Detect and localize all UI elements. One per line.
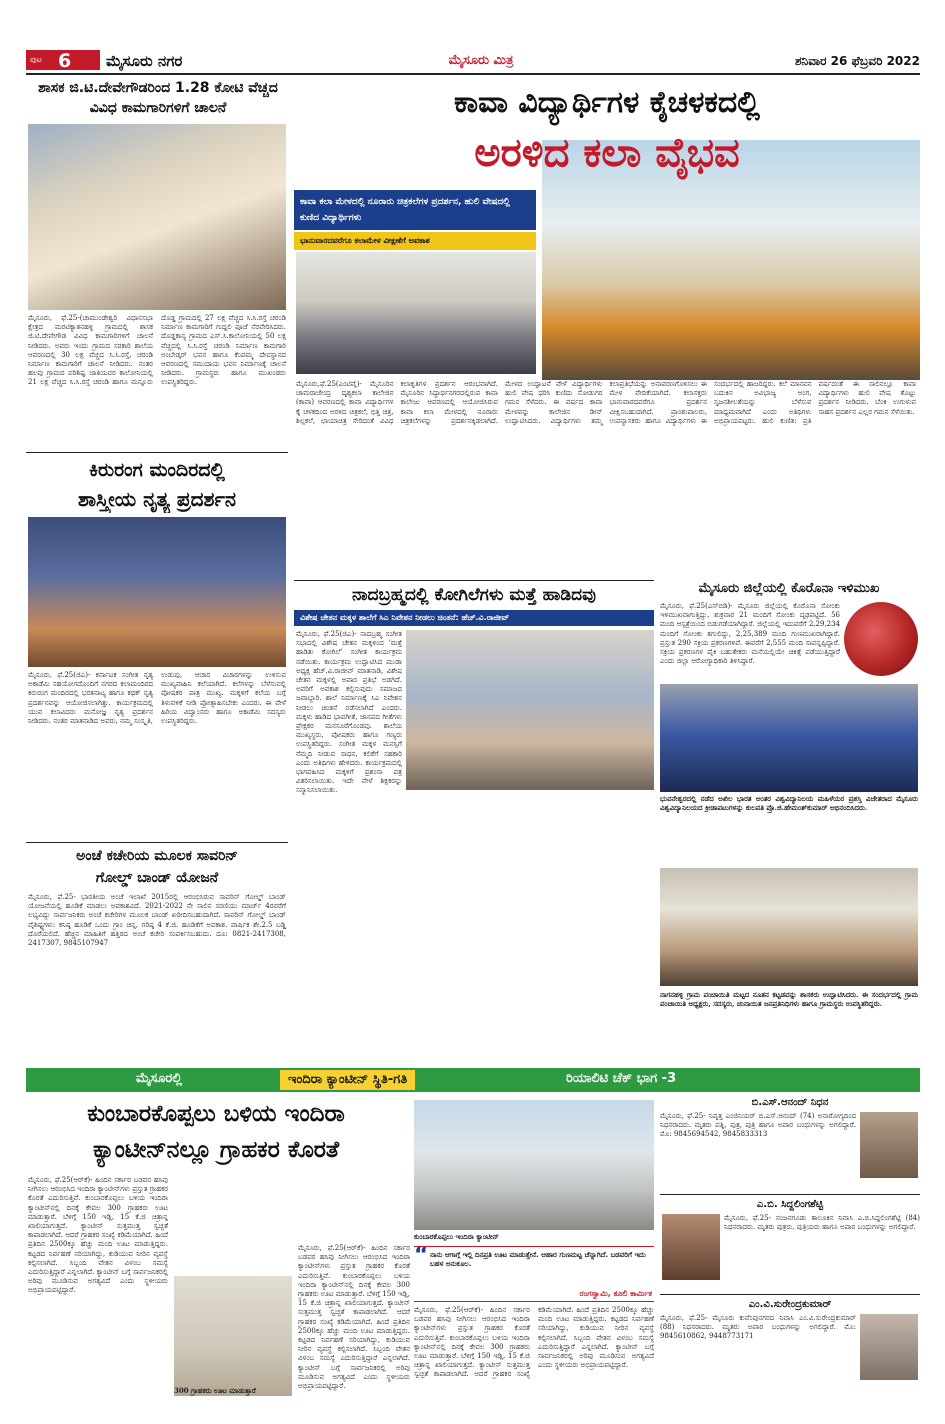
pull-quote: [414, 1246, 654, 1302]
story-subheadline: [294, 610, 654, 626]
story-headline: ಅಂಚೆ ಕಚೇರಿಯ ಮೂಲಕ ಸಾವರಿನ್: [76, 848, 238, 864]
series-banner: [26, 1068, 920, 1092]
page-word: ಪುಟ: [30, 55, 42, 64]
subheadline-text: ಕಾವಾ ಕಲಾ ಮೇಳದಲ್ಲಿ ನೂರಾರು ಚಿತ್ರಕಲೆಗಳ ಪ್ರದರ್ಶನ, ಹುಲಿ ವೇಷದಲ್ಲಿ ಕುಣಿದ ವಿದ್ಯಾರ್ಥಿಗಳು: [300, 197, 510, 223]
obituary-portrait: [860, 1112, 918, 1178]
banner-part-1: ಮೈಸೂರಲ್ಲಿ: [136, 1071, 183, 1086]
mla-ribbon-cutting-photo: [28, 124, 286, 310]
art-exhibition-photo: [296, 252, 536, 374]
lead-headline-2: ಅರಳಿದ ಕಲಾ ವೈಭವ: [474, 130, 740, 176]
obituary-body: ಮೈಸೂರು, ಫೆ.25- ನಿವೃತ್ತ ಎಂಜಿನಿಯರ್ ಬಿ.ಎಸ್.ಆನಂದ್ (74) ಅನಾರೋಗ್ಯದಿಂದ ನಿಧನರಾದರು. ಮೃತರು ಪತ್ನಿ, ಪುತ್ರ, ಪುತ್ರಿ ಹಾಗೂ ಅಪಾರ ಬಂಧುಗಳನ್ನು ಅಗಲಿದ್ದಾರೆ. ಮೊ: 9845694542, 9845833313: [660, 1112, 856, 1139]
story-dance-performance: [26, 455, 288, 840]
story-body: ಮೈಸೂರು, ಫೆ.25(ಎಸ್‌ಬಿಡಿ)- ಮೈಸೂರು ಜಿಲ್ಲೆಯಲ್ಲಿ ಕೊರೊನಾ ಸೋಂಕು ಇಳಿಮುಖವಾಗುತ್ತಿದ್ದು, ಶುಕ್ರವಾರ 21 ಮಂದಿಗೆ ಸೋಂಕು ದೃಢಪಟ್ಟಿದೆ. 56 ಮಂದಿ ಆಸ್ಪತ್ರೆಯಿಂದ ಬಿಡುಗಡೆಯಾಗಿದ್ದಾರೆ. ಜಿಲ್ಲೆಯಲ್ಲಿ ಇದುವರೆಗೆ 2,29,234 ಮಂದಿಗೆ ಸೋಂಕು ತಗುಲಿದ್ದು, 2,25,389 ಮಂದಿ ಗುಣಮುಖರಾಗಿದ್ದಾರೆ. ಪ್ರಸ್ತುತ 290 ಸಕ್ರಿಯ ಪ್ರಕರಣಗಳಿವೆ. ಈವರೆಗೆ 2,555 ಮಂದಿ ಸಾವನ್ನಪ್ಪಿದ್ದಾರೆ. ಸಕ್ರಿಯ ಪ್ರಕರಣಗಳ ಪೈಕಿ ಬಹುತೇಕರು ಮನೆಯಲ್ಲಿಯೇ ಚಿಕಿತ್ಸೆ ಪಡೆಯುತ್ತಿದ್ದಾರೆ ಎಂದು ಜಿಲ್ಲಾ ಆರೋಗ್ಯಾಧಿಕಾರಿ ತಿಳಿಸಿದ್ದಾರೆ.: [660, 602, 840, 666]
athletes-photo: [660, 684, 918, 792]
virus-illustration: [844, 602, 918, 676]
lead-subheadline: [294, 190, 536, 230]
issue-date: ಶನಿವಾರ 26 ಫೆಬ್ರವರಿ 2022: [794, 54, 920, 68]
story-headline: ಮೈಸೂರು ಜಿಲ್ಲೆಯಲ್ಲಿ ಕೊರೊನಾ ಇಳಿಮುಖ: [698, 581, 880, 596]
story-corona: [658, 578, 920, 866]
divider: [660, 1294, 920, 1295]
lead-subheadline-2: [294, 232, 536, 250]
quote-text: ನಾನು ಆಗಾಗ್ಗೆ ಇಲ್ಲಿ ದಿನಪ್ರತಿ ಊಟ ಮಾಡುತ್ತೇನೆ. ಆಹಾರ ಗುಣಮಟ್ಟ ಚೆನ್ನಾಗಿದೆ. ಬಡವರಿಗೆ ಇದು ಬಹಳ ಅನುಕೂಲ.: [430, 1251, 646, 1268]
story-headline: ಕುಂಬಾರಕೊಪ್ಪಲು ಬಳಿಯ ಇಂದಿರಾ: [87, 1101, 345, 1127]
divider: [660, 1194, 920, 1195]
header-rule: [26, 73, 920, 75]
story-headline-2: ಕ್ಯಾಂಟೀನ್‌ನಲ್ಲೂ ಗ್ರಾಹಕರ ಕೊರತೆ: [92, 1137, 340, 1163]
story-headline: ಶಾಸಕ ಜಿ.ಟಿ.ದೇವೇಗೌಡರಿಂದ 1.28 ಕೋಟಿ ವೆಚ್ಚದ ವಿವಿಧ ಕಾಮಗಾರಿಗಳಿಗೆ ಚಾಲನೆ: [38, 80, 278, 116]
story-gold-bond: [26, 845, 288, 1061]
switchboard-photo: [174, 1276, 292, 1396]
story-body: ಮೈಸೂರು, ಫೆ.25(ಜಿಎ)- ನಾದಬ್ರಹ್ಮ ಸಂಗೀತ ಸಭಾದಲ್ಲಿ ವಿಶೇಷ ಚೇತನ ಮಕ್ಕಳಿಂದ 'ಮತ್ತೆ ಹಾಡಿತು ಕೋಗಿಲೆ' ಸಂಗೀತ ಕಾರ್ಯಕ್ರಮ ನಡೆಯಿತು. ಕಾರ್ಯಕ್ರಮ ಉದ್ಘಾಟಿಸಿದ ಮುಡಾ ಅಧ್ಯಕ್ಷ ಹೆಚ್.ವಿ.ರಾಜೀವ್ ಮಾತನಾಡಿ, ವಿಶೇಷ ಚೇತನ ಮಕ್ಕಳಲ್ಲಿ ಅಪಾರ ಪ್ರತಿಭೆ ಅಡಗಿದೆ. ಅವರಿಗೆ ಅವಕಾಶ ಕಲ್ಪಿಸುವುದು ಸಮಾಜದ ಜವಾಬ್ದಾರಿ. ಶಾಲೆ ನಿರ್ಮಾಣಕ್ಕೆ ಸಿಎ ನಿವೇಶನ ನೀಡಲು ಚಿಂತನೆ ನಡೆಸಲಾಗಿದೆ ಎಂದರು. ಮಕ್ಕಳು ಹಾಡಿದ ಭಾವಗೀತೆ, ಜಾನಪದ ಗೀತೆಗಳು ಪ್ರೇಕ್ಷಕರ ಮನಸೂರೆಗೊಂಡವು. ಶಾಲೆಯ ಮುಖ್ಯಸ್ಥರು, ಪೋಷಕರು ಹಾಗೂ ಗಣ್ಯರು ಉಪಸ್ಥಿತರಿದ್ದರು. ಸಂಗೀತ ಮಕ್ಕಳ ಮನಸ್ಸಿಗೆ ನೆಮ್ಮದಿ ನೀಡುವ ಸಾಧನ, ಕಲಿಕೆಗೆ ಸಹಕಾರಿ ಎಂದು ಅತಿಥಿಗಳು ಹೇಳಿದರು. ಕಾರ್ಯಕ್ರಮದಲ್ಲಿ ಭಾಗವಹಿಸಿದ ಮಕ್ಕಳಿಗೆ ಪ್ರಶಂಸಾ ಪತ್ರ ವಿತರಿಸಲಾಯಿತು. ಇದೇ ವೇಳೆ ಶಿಕ್ಷಕರನ್ನು ಸನ್ಮಾನಿಸಲಾಯಿತು.: [296, 630, 402, 795]
banner-part-3: ರಿಯಾಲಿಟಿ ಚೆಕ್ ಭಾಗ -3: [566, 1071, 677, 1086]
story-nadabrahma: [294, 582, 654, 1062]
page-number: 6: [58, 50, 72, 70]
story-body-2: ಮೈಸೂರು, ಫೆ.25(ಆರ್‌ಕೆ)- ಹಿಂದಿನ ಸರ್ಕಾರ ಬಡವರ ಹಸಿವು ನೀಗಿಸಲು ಆರಂಭಿಸಿದ ಇಂದಿರಾ ಕ್ಯಾಂಟೀನ್‌ಗಳು ಪ್ರಸ್ತುತ ಗ್ರಾಹಕರ ಕೊರತೆ ಎದುರಿಸುತ್ತಿವೆ. ಕುಂಬಾರಕೊಪ್ಪಲು ಬಳಿಯ ಇಂದಿರಾ ಕ್ಯಾಂಟೀನ್‌ನಲ್ಲಿ ದಿನಕ್ಕೆ ಕೇವಲ 300 ಗ್ರಾಹಕರು ಊಟ ಮಾಡುತ್ತಾರೆ. ಬೆಳಿಗ್ಗೆ 150 ಇಡ್ಲಿ, 15 ಕೆ.ಜಿ ಚಿತ್ರಾನ್ನ ಖಾಲಿಯಾಗುತ್ತದೆ. ಕ್ಯಾಂಟೀನ್ ಸುತ್ತಮುತ್ತ ಸ್ವಚ್ಛತೆ ಕಾಪಾಡಲಾಗಿದೆ. ಆದರೆ ಗ್ರಾಹಕರ ಸಂಖ್ಯೆ ಕಡಿಮೆಯಾಗಿದೆ. ಹಿಂದೆ ಪ್ರತಿದಿನ 2500ಕ್ಕೂ ಹೆಚ್ಚು ಮಂದಿ ಊಟ ಮಾಡುತ್ತಿದ್ದರು. ಕಟ್ಟಡದ ನಿರ್ವಹಣೆ ಸರಿಯಾಗಿದ್ದು, ಕುಡಿಯುವ ನೀರಿನ ವ್ಯವಸ್ಥೆ ಕಲ್ಪಿಸಲಾಗಿದೆ. ಸಿಬ್ಬಂದಿ ವೇತನ ವಿಳಂಬ ಸಮಸ್ಯೆ ಎದುರಿಸುತ್ತಿದ್ದಾರೆ ಎನ್ನಲಾಗಿದೆ. ಕ್ಯಾಂಟೀನ್ ಬಗ್ಗೆ ಸಾರ್ವಜನಿಕರಲ್ಲಿ ಅರಿವು ಮೂಡಿಸುವ ಅಗತ್ಯವಿದೆ ಎಂದು ಸ್ಥಳೀಯರು ಅಭಿಪ್ರಾಯಪಟ್ಟಿದ್ದಾರೆ.: [298, 1244, 410, 1391]
story-body-3: ಮೈಸೂರು, ಫೆ.25(ಆರ್‌ಕೆ)- ಹಿಂದಿನ ಸರ್ಕಾರ ಬಡವರ ಹಸಿವು ನೀಗಿಸಲು ಆರಂಭಿಸಿದ ಇಂದಿರಾ ಕ್ಯಾಂಟೀನ್‌ಗಳು ಪ್ರಸ್ತುತ ಗ್ರಾಹಕರ ಕೊರತೆ ಎದುರಿಸುತ್ತಿವೆ. ಕುಂಬಾರಕೊಪ್ಪಲು ಬಳಿಯ ಇಂದಿರಾ ಕ್ಯಾಂಟೀನ್‌ನಲ್ಲಿ ದಿನಕ್ಕೆ ಕೇವಲ 300 ಗ್ರಾಹಕರು ಊಟ ಮಾಡುತ್ತಾರೆ. ಬೆಳಿಗ್ಗೆ 150 ಇಡ್ಲಿ, 15 ಕೆ.ಜಿ ಚಿತ್ರಾನ್ನ ಖಾಲಿಯಾಗುತ್ತದೆ. ಕ್ಯಾಂಟೀನ್ ಸುತ್ತಮುತ್ತ ಸ್ವಚ್ಛತೆ ಕಾಪಾಡಲಾಗಿದೆ. ಆದರೆ ಗ್ರಾಹಕರ ಸಂಖ್ಯೆ ಕಡಿಮೆಯಾಗಿದೆ. ಹಿಂದೆ ಪ್ರತಿದಿನ 2500ಕ್ಕೂ ಹೆಚ್ಚು ಮಂದಿ ಊಟ ಮಾಡುತ್ತಿದ್ದರು. ಕಟ್ಟಡದ ನಿರ್ವಹಣೆ ಸರಿಯಾಗಿದ್ದು, ಕುಡಿಯುವ ನೀರಿನ ವ್ಯವಸ್ಥೆ ಕಲ್ಪಿಸಲಾಗಿದೆ. ಸಿಬ್ಬಂದಿ ವೇತನ ವಿಳಂಬ ಸಮಸ್ಯೆ ಎದುರಿಸುತ್ತಿದ್ದಾರೆ ಎನ್ನಲಾಗಿದೆ. ಕ್ಯಾಂಟೀನ್ ಬಗ್ಗೆ ಸಾರ್ವಜನಿಕರಲ್ಲಿ ಅರಿವು ಮೂಡಿಸುವ ಅಗತ್ಯವಿದೆ ಎಂದು ಸ್ಥಳೀಯರು ಅಭಿಪ್ರಾಯಪಟ್ಟಿದ್ದಾರೆ.: [414, 1306, 654, 1379]
divider: [294, 580, 654, 581]
story-mla-works: [26, 78, 288, 450]
story-headline: ನಾದಬ್ರಹ್ಮದಲ್ಲಿ ಕೋಗಿಲೆಗಳು ಮತ್ತೆ ಹಾಡಿದವು: [352, 585, 596, 605]
story-body: ಮೈಸೂರು, ಫೆ.25-(ಚಾಮುಂಡೇಶ್ವರಿ ವಿಧಾನಸಭಾ ಕ್ಷೇತ್ರದ ಮರಟಿಕ್ಯಾತನಹಳ್ಳಿ ಗ್ರಾಮದಲ್ಲಿ ಶಾಸಕ ಜಿ.ಟಿ.ದೇವೇಗೌಡ ವಿವಿಧ ಕಾಮಗಾರಿಗಳಿಗೆ ಚಾಲನೆ ನೀಡಿದರು. ಅವರು ಇಂದು ಗ್ರಾಮದ ಸರಕಾರಿ ಶಾಲೆಯ ಆವರಣದಲ್ಲಿ 30 ಲಕ್ಷ ವೆಚ್ಚದ ಸಿ.ಸಿ.ರಸ್ತೆ, ಚರಂಡಿ ನಿರ್ಮಾಣ ಕಾಮಗಾರಿಗೆ ಚಾಲನೆ ನೀಡಿದರು. ನಂತರ ಹಲವು ಗ್ರಾಮದ ಪರಿಶಿಷ್ಟ ಜಾತಿಯವರ ಕಾಲೋನಿಯಲ್ಲಿ 21 ಲಕ್ಷ ವೆಚ್ಚದ ಸಿ.ಸಿ.ರಸ್ತೆ ಚರಂಡಿ ಹಾಗೂ ಮನ್ನೂರು ದೊಡ್ಡ ಗ್ರಾಮದಲ್ಲಿ 27 ಲಕ್ಷ ವೆಚ್ಚದ ಸಿ.ಸಿ.ರಸ್ತೆ ಚರಂಡಿ ನಿರ್ಮಾಣ ಕಾಮಗಾರಿಗೆ ಗುದ್ದಲಿ ಪೂಜೆ ನೆರವೇರಿಸಿದರು. ದೊಡ್ಡಕಾನ್ಯ ಗ್ರಾಮದ ಎಸ್.ಸಿ.ಕಾಲೋನಿಯಲ್ಲಿ 50 ಲಕ್ಷ ವೆಚ್ಚದಲ್ಲಿ ಸಿ.ಸಿ.ರಸ್ತೆ ಚರಂಡಿ ನಿರ್ಮಾಣ ಕಾಮಗಾರಿ ಅಂಬೇಡ್ಕರ್ ಭವನ ಹಾಗೂ ಕೆಂಪಮ್ಮ ದೇವಸ್ಥಾನದ ಆವರಣದಲ್ಲಿ ಸಮುದಾಯ ಭವನ ನಿರ್ಮಾಣಕ್ಕೆ ಚಾಲನೆ ನೀಡಿದರು. ಗ್ರಾಮಸ್ಥರು ಹಾಗೂ ಮುಖಂಡರು ಉಪಸ್ಥಿತರಿದ್ದರು.: [28, 314, 286, 387]
photo-caption: 300 ಗ್ರಾಹಕರು ಊಟ ಮಾಡುತ್ತಾರೆ: [174, 1386, 256, 1395]
page-number-badge: [26, 50, 100, 70]
story-body: ಮೈಸೂರು, ಫೆ.25(ಜಿಎ)- ಕರ್ನಾಟಕ ಸಂಗೀತ ನೃತ್ಯ ಅಕಾಡೆಮಿ ಸಹಯೋಗದೊಂದಿಗೆ ನಗರದ ಕಲಾಮಂದಿರದ ಕಿರುರಂಗ ಮಂದಿರದಲ್ಲಿ ಭರತನಾಟ್ಯ ಹಾಗೂ ಕಥಕ್ ನೃತ್ಯ ಪ್ರದರ್ಶನವನ್ನು ಆಯೋಜಿಸಲಾಗಿತ್ತು. ಕಾರ್ಯಕ್ರಮದಲ್ಲಿ ಯುವ ಕಲಾವಿದರು ಮನೋಜ್ಞ ನೃತ್ಯ ಪ್ರದರ್ಶನ ನೀಡಿದರು. ನಂತರ ಮಾತನಾಡಿದ ಅವರು, ನಮ್ಮ ಸಂಸ್ಕೃತಿ, ಉಡುಪು, ಆಚಾರ ವಿಚಾರಗಳನ್ನು ಉಳಿಸುವ ಮುಖ್ಯವಾಹಿನಿ ಕಲೆಯಾಗಿದೆ. ಕಲೆಗಳನ್ನು ಬೆಳೆಸುವಲ್ಲಿ ಪೋಷಕರ ಪಾತ್ರ ಮುಖ್ಯ. ಮಕ್ಕಳಿಗೆ ಕಲೆಯ ಬಗ್ಗೆ ತಿಳುವಳಿಕೆ ನೀಡಿ ಪ್ರೋತ್ಸಾಹಿಸಬೇಕು ಎಂದರು. ಈ ವೇಳೆ ಹಿರಿಯ ವಿದ್ವಾಂಸರು ಹಾಗೂ ಅಕಾಡೆಮಿ ಸದಸ್ಯರು ಉಪಸ್ಥಿತರಿದ್ದರು.: [28, 671, 286, 726]
obituary-body: ಮೈಸೂರು, ಫೆ.25- ಮೈಸೂರು ಕುವೆಂಪುನಗರದ ನಿವಾಸಿ ಎಂ.ವಿ.ಸುರೇಂದ್ರಕುಮಾರ್ (88) ನಿಧನರಾದರು. ಮೃತರು ಅಪಾರ ಬಂಧುಗಳನ್ನು ಅಗಲಿದ್ದಾರೆ. ಮೊ: 9845610862, 9448773171: [660, 1314, 856, 1341]
lead-story-body: ಮೈಸೂರು,ಫೆ.25(ಎಂಟಿವೈ)- ಮೈಸೂರಿನ ಚಾಮರಾಜೇಂದ್ರ ದೃಶ್ಯಕಲಾ ಕಾಲೇಜಿನ (ಕಾವಾ) ಆವರಣದಲ್ಲಿ ಕಾವಾ ವಿದ್ಯಾರ್ಥಿಗಳ ಕೈ ಚಳಕದಿಂದ ಅರಳಿದ ಚಿತ್ರಕಲೆ, ಭಿತ್ತಿ ಚಿತ್ರ, ಶಿಲ್ಪಕಲೆ, ಛಾಯಾಚಿತ್ರ ಸೇರಿದಂತೆ ವಿವಿಧ ಕಲಾಕೃತಿಗಳ ಪ್ರದರ್ಶನ ಆರಂಭವಾಗಿದೆ. ಮೈಸೂರಿನ ಸಿದ್ಧಾರ್ಥನಗರದಲ್ಲಿರುವ ಕಾವಾ ಕಾಲೇಜು ಆವರಣದಲ್ಲಿ ಆಯೋಜಿಸಿರುವ ಕಾವಾ ಕಲಾ ಮೇಳದಲ್ಲಿ ನೂರಾರು ಚಿತ್ರಕಲೆಗಳನ್ನು ಪ್ರದರ್ಶನಕ್ಕಿಡಲಾಗಿದೆ. ಮೇಳದ ಉದ್ಘಾಟನೆ ವೇಳೆ ವಿದ್ಯಾರ್ಥಿಗಳು ಹುಲಿ ವೇಷ ಧರಿಸಿ ಕುಣಿದು ನೋಡುಗರ ಗಮನ ಸೆಳೆದರು. ಈ ವರ್ಷದ ಕಾವಾ ಮೇಳವನ್ನು ಕಾಲೇಜಿನ ಡೀನ್ ಉದ್ಘಾಟಿಸಿದರು. ವಿದ್ಯಾರ್ಥಿಗಳು ತಮ್ಮ ಕಲಾಪ್ರತಿಭೆಯನ್ನು ಅನಾವರಣಗೊಳಿಸಲು ಈ ಮೇಳ ವೇದಿಕೆಯಾಗಿದೆ. ಕಲಾಸಕ್ತರು ಭಾನುವಾರದವರೆಗೂ ಪ್ರದರ್ಶನ ವೀಕ್ಷಿಸಬಹುದಾಗಿದೆ. ಪ್ರಾಂಶುಪಾಲರು, ಉಪನ್ಯಾಸಕರು ಹಾಗೂ ವಿದ್ಯಾರ್ಥಿಗಳು ಈ ಸಂದರ್ಭದಲ್ಲಿ ಹಾಜರಿದ್ದರು. ಕಲೆ ಮಾನವನ ಬದುಕಿನ ಅವಿಭಾಜ್ಯ ಅಂಗ, ಸೃಜನಶೀಲತೆಯನ್ನು ಬೆಳೆಸುವ ಮಾಧ್ಯಮವಾಗಿದೆ ಎಂದು ಅತಿಥಿಗಳು ಅಭಿಪ್ರಾಯಪಟ್ಟರು. ಹುಲಿ ಕುಣಿತ: ಪ್ರತಿ ವರ್ಷದಂತೆ ಈ ಸಾಲಿನಲ್ಲೂ ಕಾವಾ ವಿದ್ಯಾರ್ಥಿಗಳು ಹುಲಿ ವೇಷ ತೊಟ್ಟು ಪ್ರದರ್ಶನ ನೀಡಿದರು. ಬೆಂಕಿ ಉಗುಳುವ ಸಾಹಸ ಪ್ರದರ್ಶನ ಎಲ್ಲರ ಗಮನ ಸೆಳೆಯಿತು.: [296, 380, 916, 425]
obituary-portrait: [860, 1314, 918, 1380]
divider: [26, 452, 288, 453]
lead-story-kava: [294, 78, 920, 578]
story-headline-2: ಶಾಸ್ತ್ರೀಯ ನೃತ್ಯ ಪ್ರದರ್ಶನ: [78, 487, 236, 511]
children-singing-photo: [406, 630, 654, 790]
story-indira-canteen: [26, 1096, 656, 1400]
page-header: [26, 48, 920, 72]
quote-author: ರಂಗಸ್ವಾಮಿ, ಕೂಲಿ ಕಾರ್ಮಿಕ: [579, 1289, 652, 1298]
story-body: ಮೈಸೂರು, ಫೆ.25- ಭಾರತೀಯ ಅಂಚೆ ಇಲಾಖೆ 2015ರಲ್ಲಿ ಆರಂಭಿಸಿರುವ ಸಾವರಿನ್ ಗೋಲ್ಡ್ ಬಾಂಡ್ ಯೋಜನೆಯಲ್ಲಿ ಹೂಡಿಕೆ ಮಾಡಲು ಅವಕಾಶವಿದೆ. 2021-2022 ನೇ ಸಾಲಿನ ಸರಣಿಯು ಮಾರ್ಚ್ 4ರವರೆಗೆ ಲಭ್ಯವಿದ್ದು ಸಾರ್ವಜನಿಕರು ಅಂಚೆ ಕಚೇರಿಗಳ ಮೂಲಕ ಬಾಂಡ್ ಖರೀದಿಸಬಹುದಾಗಿದೆ. ಸಾವರಿನ್ ಗೋಲ್ಡ್ ಬಾಂಡ್ ವೈಶಿಷ್ಟ್ಯಗಳು: ಕನಿಷ್ಠ ಹೂಡಿಕೆ ಒಂದು ಗ್ರಾಂ ಚಿನ್ನ, ಗರಿಷ್ಠ 4 ಕೆ.ಜಿ. ಹೂಡಿಕೆಗೆ ಅವಕಾಶ. ವಾರ್ಷಿಕ ಶೇ.2.5 ಬಡ್ಡಿ ದೊರೆಯಲಿದೆ. ಹೆಚ್ಚಿನ ಮಾಹಿತಿಗೆ ಹತ್ತಿರದ ಅಂಚೆ ಕಚೇರಿ ಸಂಪರ್ಕಿಸಬಹುದು. ದೂ: 0821-2417308, 2417307, 9845107947: [28, 893, 286, 948]
obituary-portrait: [662, 1214, 720, 1280]
story-panchayat: [658, 868, 920, 1064]
story-headline-2: ಗೋಲ್ಡ್ ಬಾಂಡ್ ಯೋಜನೆ: [95, 870, 219, 886]
canteen-building-photo: [414, 1100, 654, 1230]
obituary-title: ಎ.ಬಿ. ಸಿದ್ದಲಿಂಗಶೆಟ್ಟಿ: [756, 1199, 824, 1210]
obituary-title: ಎಂ.ವಿ.ಸುರೇಂದ್ರಕುಮಾರ್: [748, 1299, 832, 1310]
subheadline-text: ವಿಶೇಷ ಚೇತನ ಮಕ್ಕಳ ಶಾಲೆಗೆ ಸಿಎ ನಿವೇಶನ ನೀಡಲು ಚಿಂತನೆ: ಹೆಚ್.ವಿ.ರಾಜೀವ್: [300, 613, 510, 622]
lead-headline: ಕಾವಾ ವಿದ್ಯಾರ್ಥಿಗಳ ಕೈಚಳಕದಲ್ಲಿ: [454, 85, 760, 120]
photo-caption: ನಾಗನಹಳ್ಳಿ ಗ್ರಾಮ ಪಂಚಾಯಿತಿ ಮಟ್ಟದ ನೂತನ ಕಟ್ಟಡವನ್ನು ಶಾಸಕರು ಉದ್ಘಾಟಿಸಿದರು. ಈ ಸಂದರ್ಭದಲ್ಲಿ ಗ್ರಾಮ ಪಂಚಾಯಿತಿ ಅಧ್ಯಕ್ಷರು, ಸದಸ್ಯರು, ಚುನಾಯಿತ ಜನಪ್ರತಿನಿಧಿಗಳು ಹಾಗೂ ಗ್ರಾಮಸ್ಥರು ಉಪಸ್ಥಿತರಿದ್ದರು.: [660, 990, 918, 1009]
story-headline: ಕಿರುರಂಗ ಮಂದಿರದಲ್ಲಿ: [89, 459, 225, 481]
quote-mark-icon: “: [414, 1246, 429, 1268]
subheadline-text: ಭಾನುವಾರದವರೆಗೂ ಕಲಾಮೇಳ ವೀಕ್ಷಣೆಗೆ ಅವಕಾಶ: [300, 236, 430, 245]
inauguration-photo: [660, 868, 918, 986]
banner-part-2: ಇಂದಿರಾ ಕ್ಯಾಂಟೀನ್ ಸ್ಥಿತಿ-ಗತಿ: [280, 1070, 415, 1090]
obituary-body: ಮೈಸೂರು, ಫೆ.25- ನಂಜನಗೂಡು ತಾಲೂಕಿನ ನಿವಾಸಿ ಎ.ಬಿ.ಸಿದ್ದಲಿಂಗಶೆಟ್ಟಿ (84) ನಿಧನರಾದರು. ಮೃತರು ಪುತ್ರರು, ಪುತ್ರಿಯರು ಹಾಗೂ ಅಪಾರ ಬಂಧುಗಳನ್ನು ಅಗಲಿದ್ದಾರೆ.: [724, 1214, 920, 1232]
photo-caption: ಕುಂಬಾರಕೊಪ್ಪಲು ಇಂದಿರಾ ಕ್ಯಾಂಟೀನ್: [414, 1232, 499, 1241]
obituaries: [660, 1096, 920, 1400]
divider: [26, 842, 288, 843]
lamp-lighting-photo: [28, 517, 286, 667]
story-body: ಮೈಸೂರು, ಫೆ.25(ಆರ್‌ಕೆ)- ಹಿಂದಿನ ಸರ್ಕಾರ ಬಡವರ ಹಸಿವು ನೀಗಿಸಲು ಆರಂಭಿಸಿದ ಇಂದಿರಾ ಕ್ಯಾಂಟೀನ್‌ಗಳು ಪ್ರಸ್ತುತ ಗ್ರಾಹಕರ ಕೊರತೆ ಎದುರಿಸುತ್ತಿವೆ. ಕುಂಬಾರಕೊಪ್ಪಲು ಬಳಿಯ ಇಂದಿರಾ ಕ್ಯಾಂಟೀನ್‌ನಲ್ಲಿ ದಿನಕ್ಕೆ ಕೇವಲ 300 ಗ್ರಾಹಕರು ಊಟ ಮಾಡುತ್ತಾರೆ. ಬೆಳಿಗ್ಗೆ 150 ಇಡ್ಲಿ, 15 ಕೆ.ಜಿ ಚಿತ್ರಾನ್ನ ಖಾಲಿಯಾಗುತ್ತದೆ. ಕ್ಯಾಂಟೀನ್ ಸುತ್ತಮುತ್ತ ಸ್ವಚ್ಛತೆ ಕಾಪಾಡಲಾಗಿದೆ. ಆದರೆ ಗ್ರಾಹಕರ ಸಂಖ್ಯೆ ಕಡಿಮೆಯಾಗಿದೆ. ಹಿಂದೆ ಪ್ರತಿದಿನ 2500ಕ್ಕೂ ಹೆಚ್ಚು ಮಂದಿ ಊಟ ಮಾಡುತ್ತಿದ್ದರು. ಕಟ್ಟಡದ ನಿರ್ವಹಣೆ ಸರಿಯಾಗಿದ್ದು, ಕುಡಿಯುವ ನೀರಿನ ವ್ಯವಸ್ಥೆ ಕಲ್ಪಿಸಲಾಗಿದೆ. ಸಿಬ್ಬಂದಿ ವೇತನ ವಿಳಂಬ ಸಮಸ್ಯೆ ಎದುರಿಸುತ್ತಿದ್ದಾರೆ ಎನ್ನಲಾಗಿದೆ. ಕ್ಯಾಂಟೀನ್ ಬಗ್ಗೆ ಸಾರ್ವಜನಿಕರಲ್ಲಿ ಅರಿವು ಮೂಡಿಸುವ ಅಗತ್ಯವಿದೆ ಎಂದು ಸ್ಥಳೀಯರು ಅಭಿಪ್ರಾಯಪಟ್ಟಿದ್ದಾರೆ.: [28, 1176, 168, 1295]
section-name: ಮೈಸೂರು ನಗರ: [106, 52, 183, 70]
masthead: ಮೈಸೂರು ಮಿತ್ರ: [448, 53, 514, 68]
photo-caption: ಭುವನೇಶ್ವರದಲ್ಲಿ ನಡೆದ ಅಖಿಲ ಭಾರತ ಅಂತರ ವಿಶ್ವವಿದ್ಯಾನಿಲಯ ಮಹಿಳೆಯರ ಪ್ರಶಸ್ತಿ ವಿಜೇತರಾದ ಮೈಸೂರು ವಿಶ್ವವಿದ್ಯಾನಿಲಯದ ಕ್ರೀಡಾಪಟುಗಳನ್ನು ಕುಲಪತಿ ಪ್ರೊ.ಜಿ.ಹೇಮಂತ್‌ಕುಮಾರ್ ಅಭಿನಂದಿಸಿದರು.: [660, 794, 918, 813]
obituary-title: ಬಿ.ಎಸ್.ಆನಂದ್ ನಿಧನ: [751, 1097, 829, 1108]
